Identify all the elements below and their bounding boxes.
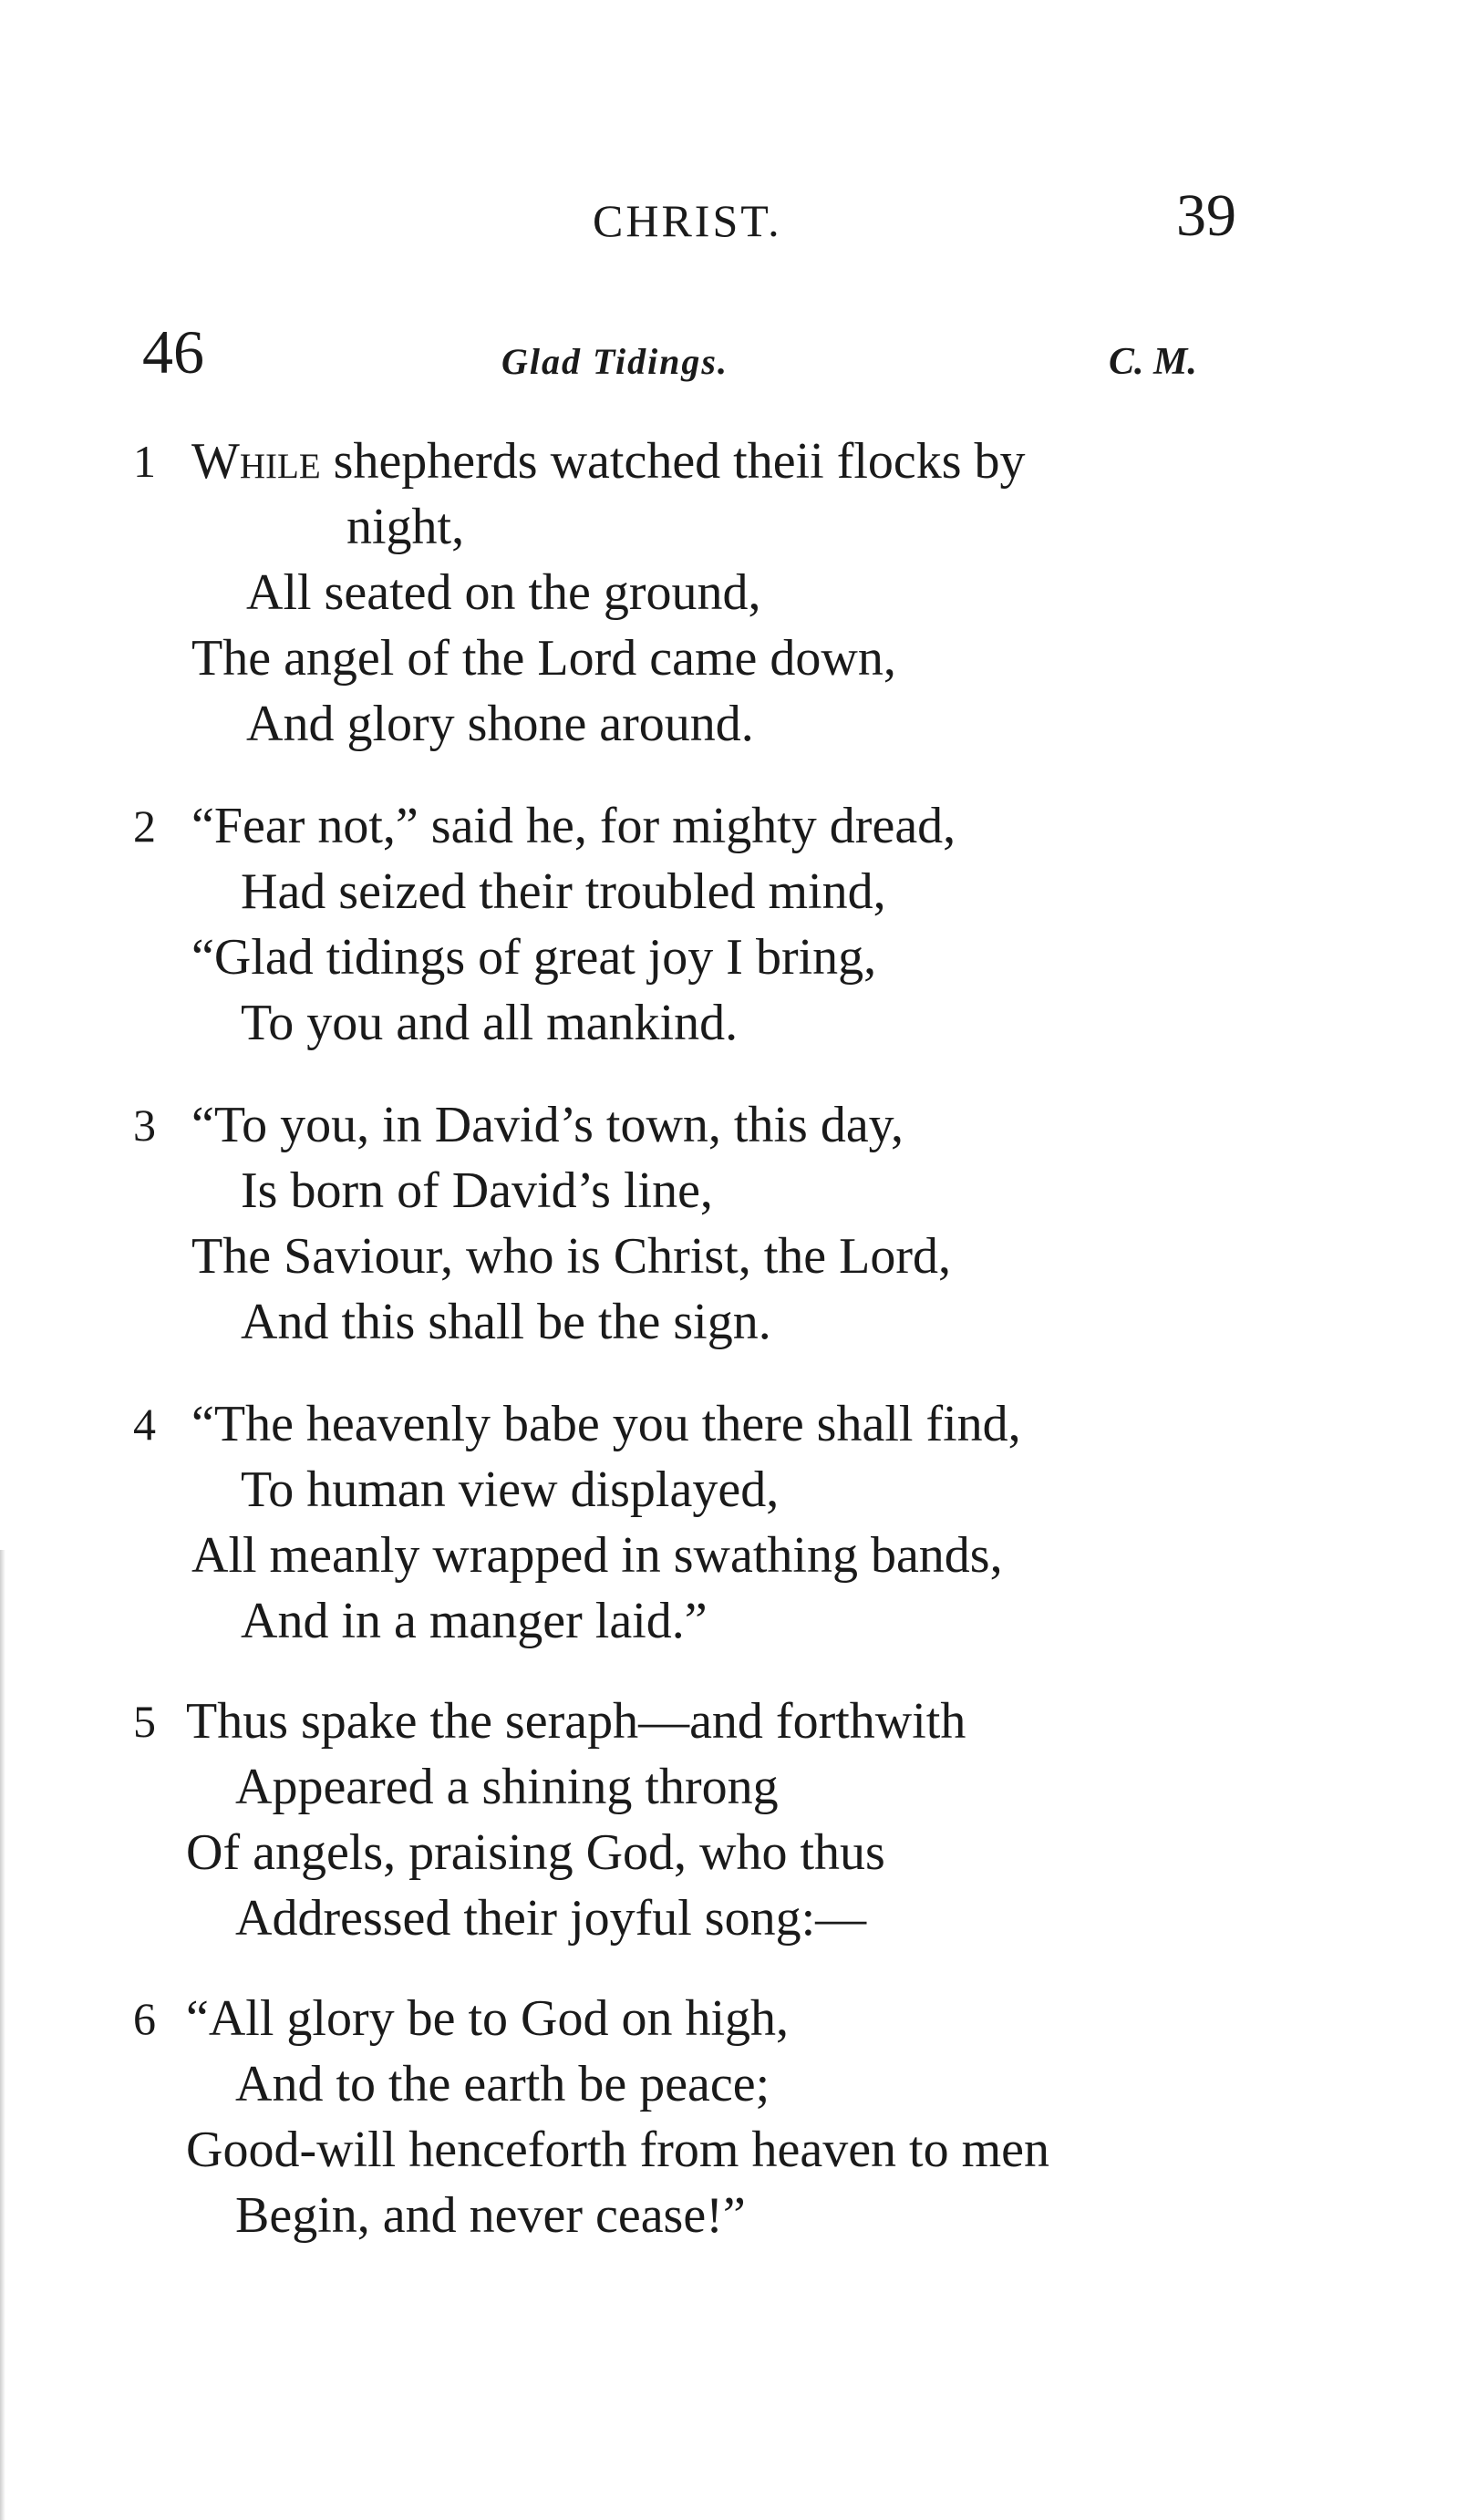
stanza-line: “To you, in David’s town, this day, xyxy=(191,1097,904,1153)
stanza-line: And in a manger laid.” xyxy=(241,1593,708,1649)
stanza-line: Is born of David’s line, xyxy=(241,1162,713,1219)
hymn-number: 46 xyxy=(142,317,204,387)
stanza-line: Had seized their troubled mind, xyxy=(241,863,886,920)
stanza-line: “The heavenly babe you there shall find, xyxy=(191,1396,1021,1452)
stanza-line: “All glory be to God on high, xyxy=(186,1990,790,2047)
stanza-line: The Saviour, who is Christ, the Lord, xyxy=(191,1228,951,1285)
stanza-line: Appeared a shining throng xyxy=(235,1759,779,1815)
stanza-number: 6 xyxy=(133,1993,156,2044)
stanza-line: And this shall be the sign. xyxy=(241,1294,771,1350)
stanza-line: night, xyxy=(346,499,465,555)
stanza-line: All meanly wrapped in swathing bands, xyxy=(191,1527,1003,1584)
stanza-number: 2 xyxy=(133,800,156,852)
stanza-line: The angel of the Lord came down, xyxy=(191,630,896,687)
hymn-meter: C. M. xyxy=(1109,341,1197,383)
stanza-line: And glory shone around. xyxy=(246,696,754,752)
stanza-line: And to the earth be peace; xyxy=(235,2056,770,2112)
stanza-line: Addressed their joyful song:— xyxy=(235,1890,867,1947)
stanza-number: 1 xyxy=(133,436,156,487)
drop-word: While xyxy=(191,433,321,490)
stanza-line: Good-will henceforth from heaven to men xyxy=(186,2122,1050,2178)
line-text: shepherds watched theii flocks by xyxy=(320,433,1026,490)
stanza-line: Of angels, praising God, who thus xyxy=(186,1824,885,1881)
stanza-line: Begin, and never cease!” xyxy=(235,2187,746,2244)
page-number: 39 xyxy=(1176,182,1236,249)
stanza-line xyxy=(191,429,1026,494)
page-edge-shadow xyxy=(0,1550,5,2520)
stanza-line: All seated on the ground, xyxy=(246,564,761,621)
stanza-number: 5 xyxy=(133,1696,156,1747)
stanza-line: Thus spake the seraph—and forthwith xyxy=(186,1693,966,1750)
stanza-line: “Glad tidings of great joy I bring, xyxy=(191,929,877,986)
stanza-line: “Fear not,” said he, for mighty dread, xyxy=(191,798,956,854)
stanza-number: 3 xyxy=(133,1100,156,1151)
stanza-line: To human view displayed, xyxy=(241,1461,780,1518)
running-head: CHRIST. xyxy=(593,195,782,246)
hymn-title: Glad Tidings. xyxy=(501,341,728,382)
stanza-line: To you and all mankind. xyxy=(241,995,739,1051)
stanza-number: 4 xyxy=(133,1399,156,1450)
